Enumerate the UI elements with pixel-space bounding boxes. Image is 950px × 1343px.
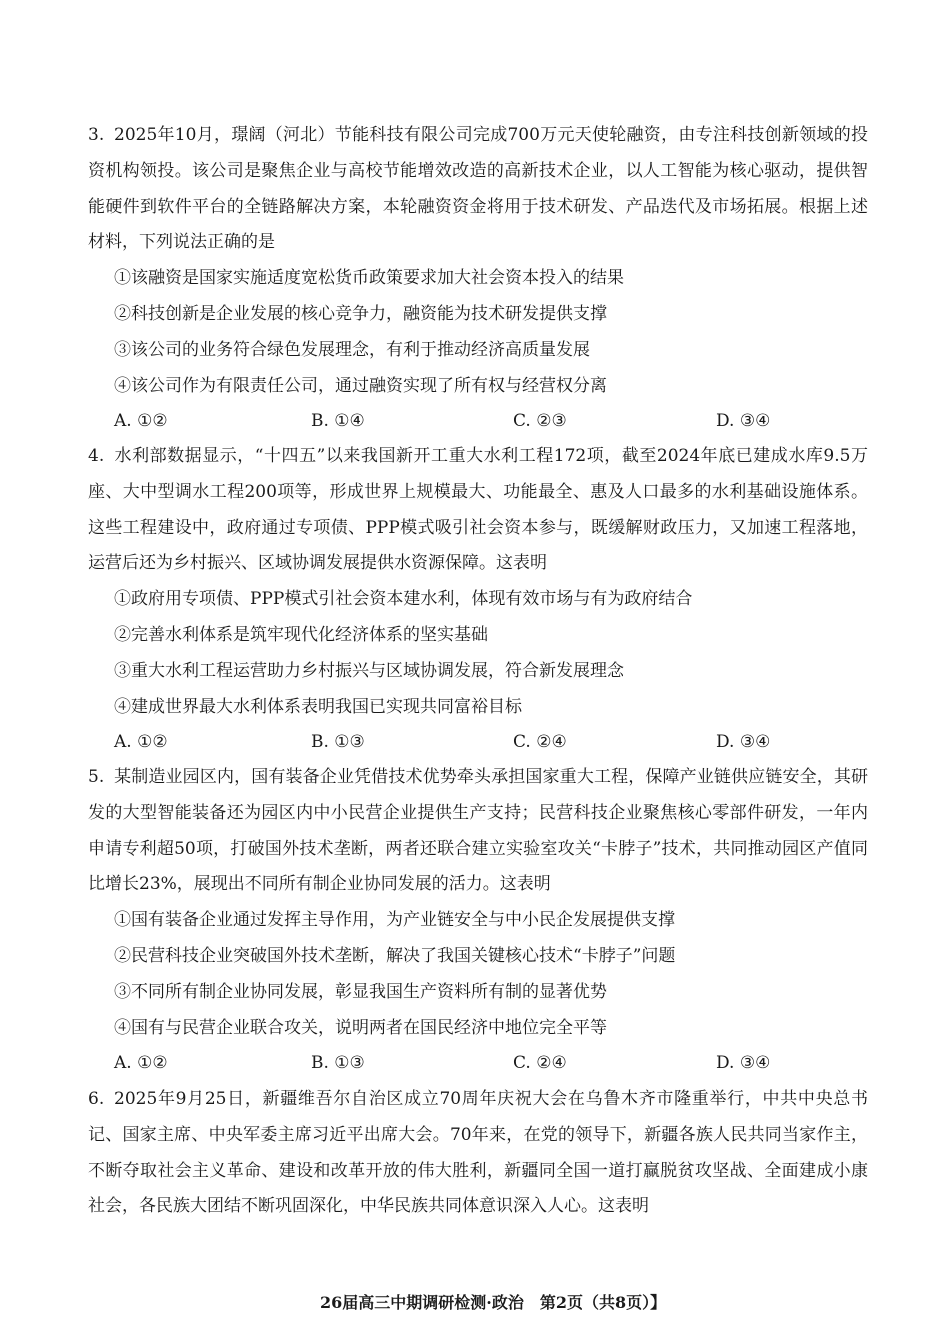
question-stem bbox=[88, 439, 868, 582]
option-a: A. ①② bbox=[114, 1053, 168, 1074]
answer-options bbox=[88, 404, 868, 440]
question-number: 5. bbox=[88, 767, 105, 787]
question-6 bbox=[88, 1082, 868, 1225]
question-text: 某制造业园区内，国有装备企业凭借技术优势牵头承担国家重大工程，保障产业链供应链安全，其研发的大型智能装备还为园区内中小民营企业提供生产支持；民营科技企业聚焦核心零部件研发，一年内申请专利超50项，打破国外技术垄断，两者还联合建立实验室攻关“卡脖子”技术，共同推动园区产值同比增长23%，展现出不同所有制企业协同发展的活力。这表明 bbox=[88, 767, 868, 895]
option-b: B. ①④ bbox=[311, 411, 365, 432]
question-number: 6. bbox=[88, 1089, 105, 1109]
option-c: C. ②③ bbox=[513, 411, 567, 432]
question-stem bbox=[88, 1082, 868, 1225]
question-text: 2025年9月25日，新疆维吾尔自治区成立70周年庆祝大会在乌鲁木齐市隆重举行，中共中央总书记、国家主席、中央军委主席习近平出席大会。70年来，在党的领导下，新疆各族人民共同当家作主，不断夺取社会主义革命、建设和改革开放的伟大胜利，新疆同全国一道打赢脱贫攻坚战、全面建成小康社会，各民族大团结不断巩固深化，中华民族共同体意识深入人心。这表明 bbox=[88, 1089, 868, 1217]
question-stem bbox=[88, 760, 868, 903]
option-a: A. ①② bbox=[114, 732, 168, 753]
question-3 bbox=[88, 118, 868, 440]
option-b: B. ①③ bbox=[311, 1053, 365, 1074]
question-number: 3. bbox=[88, 125, 105, 145]
answer-options bbox=[88, 1046, 868, 1082]
statement-1: ①国有装备企业通过发挥主导作用，为产业链安全与中小民企发展提供支撑 bbox=[114, 910, 675, 931]
question-stem bbox=[88, 118, 868, 261]
question-text: 水利部数据显示，“十四五”以来我国新开工重大水利工程172项，截至2024年底已建成水库9.5万座、大中型调水工程200项等，形成世界上规模最大、功能最全、惠及人口最多的水利基础设施体系。这些工程建设中，政府通过专项债、PPP模式吸引社会资本参与，既缓解财政压力，又加速工程落地，运营后还为乡村振兴、区域协调发展提供水资源保障。这表明 bbox=[88, 446, 868, 574]
statement-2: ②民营科技企业突破国外技术垄断，解决了我国关键核心技术“卡脖子”问题 bbox=[114, 945, 676, 966]
question-5 bbox=[88, 760, 868, 1082]
page-footer: 26届高三中期调研检测·政治 第2页（共8页）】 bbox=[320, 1293, 667, 1312]
question-4 bbox=[88, 439, 868, 761]
statement-4: ④建成世界最大水利体系表明我国已实现共同富裕目标 bbox=[114, 696, 522, 717]
answer-options bbox=[88, 725, 868, 761]
question-text: 2025年10月，璟阔（河北）节能科技有限公司完成700万元天使轮融资，由专注科技创新领域的投资机构领投。该公司是聚焦企业与高校节能增效改造的高新技术企业，以人工智能为核心驱动，提供智能硬件到软件平台的全链路解决方案，本轮融资资金将用于技术研发、产品迭代及市场拓展。根据上述材料，下列说法正确的是 bbox=[88, 125, 868, 253]
statement-3: ③重大水利工程运营助力乡村振兴与区域协调发展，符合新发展理念 bbox=[114, 660, 624, 681]
option-c: C. ②④ bbox=[513, 1053, 567, 1074]
option-c: C. ②④ bbox=[513, 732, 567, 753]
statement-1: ①该融资是国家实施适度宽松货币政策要求加大社会资本投入的结果 bbox=[114, 268, 624, 289]
option-a: A. ①② bbox=[114, 411, 168, 432]
statement-3: ③不同所有制企业协同发展，彰显我国生产资料所有制的显著优势 bbox=[114, 981, 607, 1002]
option-b: B. ①③ bbox=[311, 732, 365, 753]
statement-1: ①政府用专项债、PPP模式引社会资本建水利，体现有效市场与有为政府结合 bbox=[114, 589, 693, 610]
statement-2: ②科技创新是企业发展的核心竞争力，融资能为技术研发提供支撑 bbox=[114, 303, 607, 324]
option-d: D. ③④ bbox=[716, 1053, 771, 1074]
statement-3: ③该公司的业务符合绿色发展理念，有利于推动经济高质量发展 bbox=[114, 339, 590, 360]
statement-4: ④国有与民营企业联合攻关，说明两者在国民经济中地位完全平等 bbox=[114, 1017, 607, 1038]
option-d: D. ③④ bbox=[716, 411, 771, 432]
statement-2: ②完善水利体系是筑牢现代化经济体系的坚实基础 bbox=[114, 624, 488, 645]
option-d: D. ③④ bbox=[716, 732, 771, 753]
question-number: 4. bbox=[88, 446, 105, 466]
statement-4: ④该公司作为有限责任公司，通过融资实现了所有权与经营权分离 bbox=[114, 375, 607, 396]
